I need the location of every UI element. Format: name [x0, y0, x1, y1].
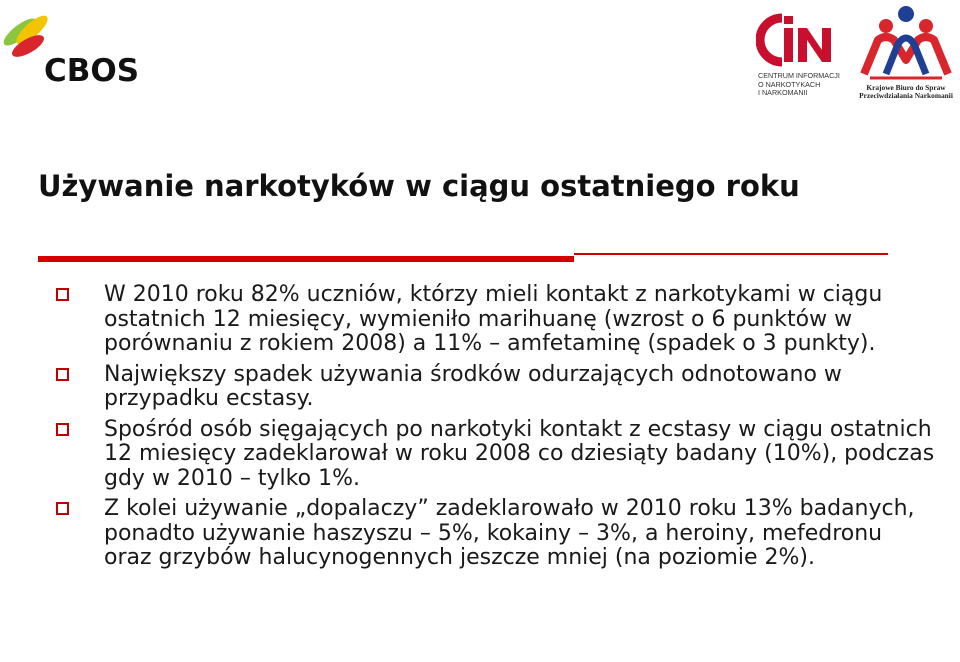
list-item: [56, 497, 936, 571]
checkbox-bullet-icon: [56, 368, 69, 381]
bullet-list: [56, 283, 936, 577]
bullet-text: W 2010 roku 82% uczniów, którzy mieli kontakt z narkotykami w ciągu ostatnich 12 miesięcy, wymieniło marihuanę (wzrost o 6 punktów w porównaniu z rokiem 2008) a 11% – amfetaminę (spadek o 3 punkty).: [104, 282, 883, 356]
kbpn-logo-figures-icon: [856, 4, 956, 82]
kbpn-logo: [852, 4, 960, 100]
cin-logo-caption: CENTRUM INFORMACJI O NARKOTYKACH I NARKOMANII: [758, 71, 840, 98]
cbos-logo: [0, 10, 140, 88]
bullet-text: Spośród osób sięgających po narkotyki kontakt z ecstasy w ciągu ostatnich 12 miesięcy zadeklarował w roku 2008 co dziesiąty badany (10%), podczas gdy w 2010 – tylko 1%.: [104, 416, 935, 491]
cbos-logo-petals-icon: [2, 10, 74, 58]
checkbox-bullet-icon: [56, 288, 69, 301]
list-item: [56, 283, 936, 357]
cin-logo: [752, 12, 842, 100]
slide-title: Używanie narkotyków w ciągu ostatniego roku: [38, 169, 800, 203]
kbpn-logo-caption: Krajowe Biuro do Spraw Przeciwdziałania Narkomanii: [859, 83, 953, 101]
list-item: [56, 363, 936, 412]
bullet-text: Największy spadek używania środków odurzających odnotowano w przypadku ecstasy.: [104, 361, 842, 411]
list-item: [56, 418, 936, 492]
checkbox-bullet-icon: [56, 423, 69, 436]
title-underline-thin: [574, 253, 888, 255]
checkbox-bullet-icon: [56, 502, 69, 515]
cbos-wordmark: CBOS: [44, 53, 140, 89]
title-underline-thick: [38, 256, 574, 262]
cin-logo-mark-icon: [756, 12, 838, 68]
bullet-text: Z kolei używanie „dopalaczy” zadeklarowało w 2010 roku 13% badanych, ponadto używanie haszyszu – 5%, kokainy – 3%, a heroiny, mefedronu oraz grzybów halucynogennych jeszcze mniej (na poziomie 2%).: [104, 496, 915, 570]
